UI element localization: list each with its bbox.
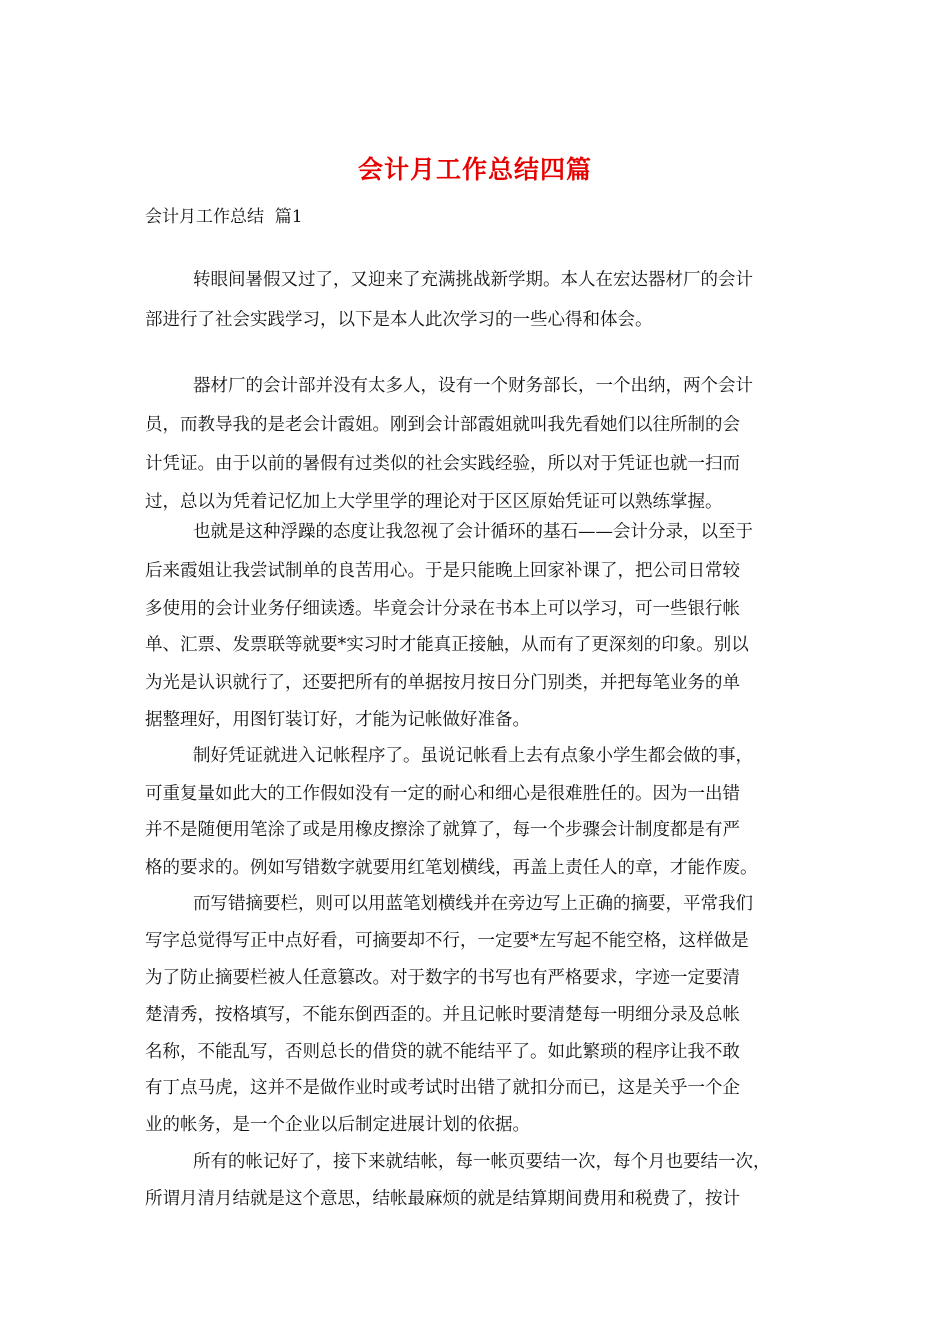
paragraph-line: 可重复量如此大的工作假如没有一定的耐心和细心是很难胜任的。因为一出错 — [145, 784, 740, 804]
section-heading: 会计月工作总结 篇1 — [145, 207, 303, 227]
paragraph-line: 所谓月清月结就是这个意思，结帐最麻烦的就是结算期间费用和税费了，按计 — [145, 1189, 740, 1209]
paragraph-line: 部进行了社会实践学习，以下是本人此次学习的一些心得和体会。 — [145, 310, 653, 330]
paragraph-line: 有丁点马虎，这并不是做作业时或考试时出错了就扣分而已，这是关乎一个企 — [145, 1078, 740, 1098]
paragraph-line: 计凭证。由于以前的暑假有过类似的社会实践经验，所以对于凭证也就一扫而 — [145, 454, 740, 474]
paragraph-line: 过，总以为凭着记忆加上大学里学的理论对于区区原始凭证可以熟练掌握。 — [145, 492, 723, 512]
paragraph-line: 而写错摘要栏，则可以用蓝笔划横线并在旁边写上正确的摘要，平常我们 — [193, 894, 753, 914]
paragraph-line: 格的要求的。例如写错数字就要用红笔划横线，再盖上责任人的章，才能作废。 — [145, 858, 758, 878]
paragraph-line: 单、汇票、发票联等就要*实习时才能真正接触，从而有了更深刻的印象。别以 — [145, 635, 749, 655]
paragraph-line: 为光是认识就行了，还要把所有的单据按月按日分门别类，并把每笔业务的单 — [145, 673, 740, 693]
paragraph-line: 后来霞姐让我尝试制单的良苦用心。于是只能晚上回家补课了，把公司日常较 — [145, 561, 740, 581]
paragraph-line: 为了防止摘要栏被人任意篡改。对于数字的书写也有严格要求，字迹一定要清 — [145, 968, 740, 988]
paragraph-line: 楚清秀，按格填写，不能东倒西歪的。并且记帐时要清楚每一明细分录及总帐 — [145, 1005, 740, 1025]
paragraph-line: 员，而教导我的是老会计霞姐。刚到会计部霞姐就叫我先看她们以往所制的会 — [145, 415, 740, 435]
paragraph-line: 所有的帐记好了，接下来就结帐，每一帐页要结一次，每个月也要结一次， — [193, 1152, 771, 1172]
paragraph-line: 器材厂的会计部并没有太多人，设有一个财务部长，一个出纳，两个会计 — [193, 376, 753, 396]
paragraph-line: 业的帐务，是一个企业以后制定进展计划的依据。 — [145, 1115, 530, 1135]
paragraph-line: 转眼间暑假又过了，又迎来了充满挑战新学期。本人在宏达器材厂的会计 — [193, 270, 753, 290]
document-title: 会计月工作总结四篇 — [357, 155, 592, 184]
paragraph-line: 名称，不能乱写，否则总长的借贷的就不能结平了。如此繁琐的程序让我不敢 — [145, 1042, 740, 1062]
paragraph-line: 制好凭证就进入记帐程序了。虽说记帐看上去有点象小学生都会做的事， — [193, 746, 753, 766]
paragraph-line: 也就是这种浮躁的态度让我忽视了会计循环的基石——会计分录，以至于 — [193, 522, 753, 542]
paragraph-line: 据整理好，用图钉装订好，才能为记帐做好准备。 — [145, 710, 530, 730]
paragraph-line: 并不是随便用笔涂了或是用橡皮擦涂了就算了，每一个步骤会计制度都是有严 — [145, 820, 740, 840]
paragraph-line: 多使用的会计业务仔细读透。毕竟会计分录在书本上可以学习，可一些银行帐 — [145, 599, 740, 619]
paragraph-line: 写字总觉得写正中点好看，可摘要却不行，一定要*左写起不能空格，这样做是 — [145, 931, 749, 951]
